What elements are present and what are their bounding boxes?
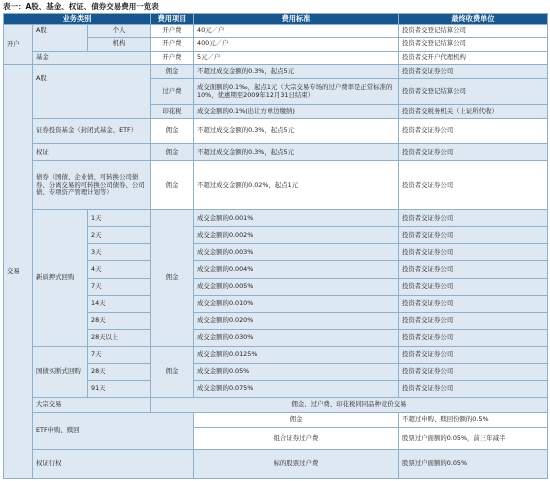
category-warrant-exercise: 权证行权 xyxy=(33,450,194,479)
category-etf-subscription: ETF申购、赎回 xyxy=(33,412,194,449)
fee-standard: 400元／户 xyxy=(194,37,399,51)
repo-term: 28天 xyxy=(88,363,151,380)
fee-collector: 投资者交登记结算公司 xyxy=(399,79,548,105)
fee-standard: 不超过成交金额的0.3%，起点5元 xyxy=(194,65,399,79)
fee-collector: 投资者交证券公司 xyxy=(399,295,548,312)
subcategory-a-share: A股 xyxy=(33,65,151,118)
fee-item: 佣金 xyxy=(151,161,194,210)
category-trading: 交易 xyxy=(4,65,33,479)
table-row xyxy=(4,450,548,479)
fee-standard: 成交金额的0.004% xyxy=(194,261,399,278)
fee-item: 组合证券过户费 xyxy=(194,427,399,449)
table-row xyxy=(4,412,548,427)
fee-standard: 不超过成交金额的0.02%，起点1元 xyxy=(194,161,399,210)
subcategory-fund: 基金 xyxy=(33,51,151,65)
fee-standard: 成交金额的0.001% xyxy=(194,210,399,227)
fee-standard: 成交金额的0.1%(出让方单边缴纳) xyxy=(194,104,399,118)
investor-individual: 个人 xyxy=(88,25,151,38)
fee-item: 开户费 xyxy=(151,25,194,38)
fee-collector: 投资者交证券公司 xyxy=(399,312,548,329)
header-fee-item: 费用项目 xyxy=(151,14,194,25)
fee-collector: 投资者交证券公司 xyxy=(399,278,548,295)
subcategory-block-trade: 大宗交易 xyxy=(33,397,151,412)
header-fee-standard: 费用标准 xyxy=(194,14,399,25)
table-row xyxy=(4,25,548,38)
fee-collector: 投资者交证券公司 xyxy=(399,144,548,161)
fee-standard: 佣金、过户费、印花税同同品种竞价交易 xyxy=(151,397,548,412)
repo-term: 7天 xyxy=(88,346,151,363)
fee-standard: 成交面额的0.1‰，起点1元（大宗交易专场的过户费率是正常标准的10%，优惠期至2009年12月31日结束） xyxy=(194,79,399,105)
table-row xyxy=(4,210,548,227)
repo-term: 3天 xyxy=(88,244,151,261)
fee-collector: 投资者交证券公司 xyxy=(399,118,548,144)
repo-term: 28天 xyxy=(88,312,151,329)
repo-term: 1天 xyxy=(88,210,151,227)
fee-standard: 成交金额的0.002% xyxy=(194,227,399,244)
fee-item: 开户费 xyxy=(151,51,194,65)
fee-item: 佣金 xyxy=(194,412,399,427)
table-row xyxy=(4,51,548,65)
fee-standard: 成交金额的0.075% xyxy=(194,380,399,397)
fee-item: 佣金 xyxy=(151,144,194,161)
table-row xyxy=(4,144,548,161)
repo-term: 28天以上 xyxy=(88,329,151,346)
fee-standard: 不超过成交金额的0.3%，起点5元 xyxy=(194,118,399,144)
subcategory-bond: 债券（国债、企业债、可转换公司债券、分离交易的可转换公司债券、公司债、专项资产管理计划等） xyxy=(33,161,151,210)
fee-collector: 投资者交证券公司 xyxy=(399,244,548,261)
fee-standard: 成交金额的0.05% xyxy=(194,363,399,380)
table-row xyxy=(4,65,548,79)
fee-collector: 投资者交登记结算公司 xyxy=(399,25,548,38)
fee-standard: 成交金额的0.003% xyxy=(194,244,399,261)
fee-collector: 投资者交证券公司 xyxy=(399,227,548,244)
subcategory-pledge-repo: 新质押式回购 xyxy=(33,210,88,346)
fee-standard: 成交金额的0.005% xyxy=(194,278,399,295)
subcategory-warrant: 权证 xyxy=(33,144,151,161)
repo-term: 7天 xyxy=(88,278,151,295)
fee-collector: 投资者交证券公司 xyxy=(399,363,548,380)
fee-collector: 投资者交证券公司 xyxy=(399,210,548,227)
fee-item: 佣金 xyxy=(151,65,194,79)
repo-term: 91天 xyxy=(88,380,151,397)
fee-item: 印花税 xyxy=(151,104,194,118)
table-row xyxy=(4,346,548,363)
fee-item: 佣金 xyxy=(151,346,194,397)
fee-collector: 投资者交登记结算公司 xyxy=(399,37,548,51)
repo-term: 2天 xyxy=(88,227,151,244)
fee-collector: 投资者交证券公司 xyxy=(399,65,548,79)
repo-term: 14天 xyxy=(88,295,151,312)
fee-collector: 投资者交证券公司 xyxy=(399,261,548,278)
subcategory-a-share: A股 xyxy=(33,25,88,52)
fee-standard: 5元／户 xyxy=(194,51,399,65)
fee-standard: 成交金额的0.030% xyxy=(194,329,399,346)
table-row xyxy=(4,118,548,144)
fee-item: 标的股票过户费 xyxy=(194,450,399,479)
fee-standard: 不超过申购、赎回份额的0.5% xyxy=(399,412,548,427)
fee-collector: 投资者交证券公司 xyxy=(399,380,548,397)
fee-standard: 成交金额的0.0125% xyxy=(194,346,399,363)
repo-term: 4天 xyxy=(88,261,151,278)
fee-standard: 不超过成交金额的0.3%，起点5元 xyxy=(194,144,399,161)
category-account-opening: 开户 xyxy=(4,25,33,65)
fee-standard: 股票过户面额的0.05% xyxy=(399,450,548,479)
fee-collector: 投资者交税务机关（上证所代收） xyxy=(399,104,548,118)
subcategory-outright-repo: 国债买断式回购 xyxy=(33,346,88,397)
table-title: 表一：A股、基金、权证、债券交易费用一览表 xyxy=(3,2,159,11)
fee-item: 佣金 xyxy=(151,210,194,346)
fee-collector: 投资者交证券公司 xyxy=(399,346,548,363)
table-header-row xyxy=(4,14,548,25)
fee-item: 佣金 xyxy=(151,118,194,144)
fee-table xyxy=(3,13,548,479)
fee-collector: 投资者交开户代理机构 xyxy=(399,51,548,65)
subcategory-investment-fund: 证券投资基金（封闭式基金、ETF） xyxy=(33,118,151,144)
fee-collector: 投资者交证券公司 xyxy=(399,161,548,210)
fee-standard: 成交金额的0.020% xyxy=(194,312,399,329)
table-row xyxy=(4,397,548,412)
fee-standard: 40元／户 xyxy=(194,25,399,38)
fee-item: 开户费 xyxy=(151,37,194,51)
fee-standard: 股票过户面额的0.05%，前三年减半 xyxy=(399,427,548,449)
fee-standard: 成交金额的0.010% xyxy=(194,295,399,312)
header-collector: 最终收费单位 xyxy=(399,14,548,25)
investor-institution: 机构 xyxy=(88,37,151,51)
header-business-category: 业务类别 xyxy=(4,14,151,25)
table-row xyxy=(4,161,548,210)
fee-collector: 投资者交证券公司 xyxy=(399,329,548,346)
fee-item: 过户费 xyxy=(151,79,194,105)
